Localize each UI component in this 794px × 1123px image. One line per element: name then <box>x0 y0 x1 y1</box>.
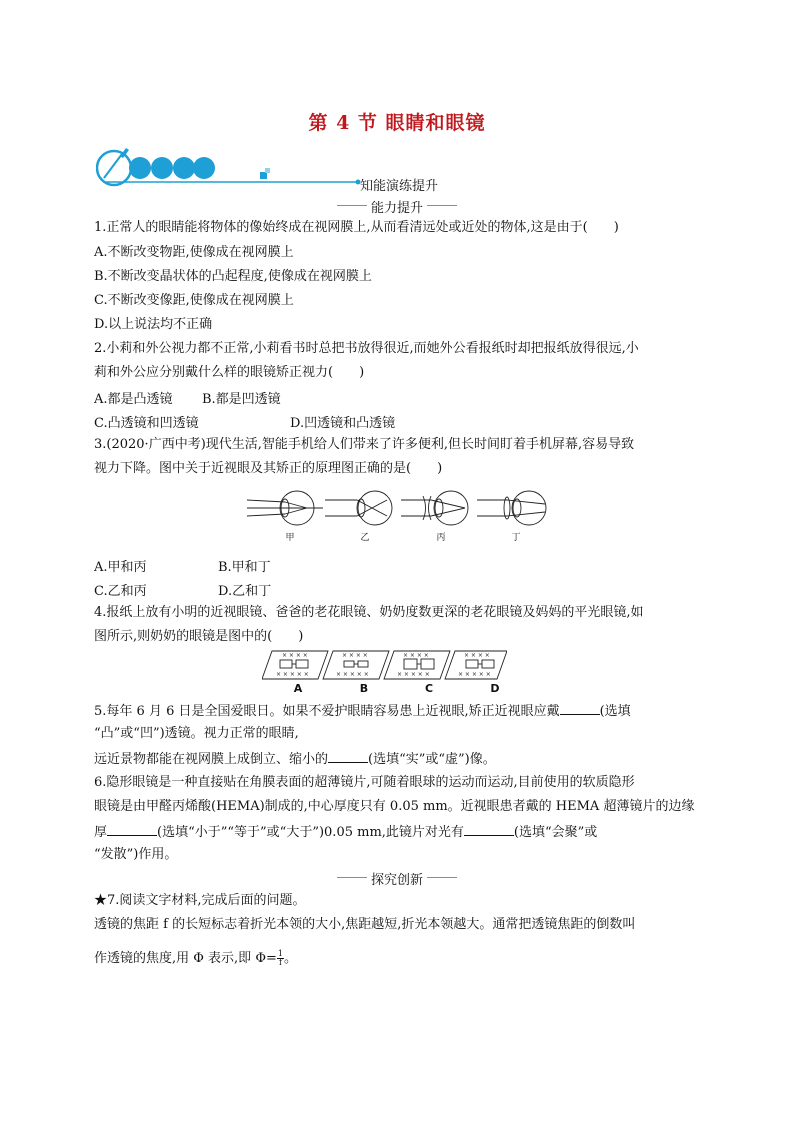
svg-text:× × × ×: × × × × <box>403 652 429 659</box>
q1-option-a: A.不断改变物距,使像成在视网膜上 <box>94 245 294 260</box>
q2-option-c: C.凸透镜和凹透镜 <box>94 416 199 431</box>
question-4-stem-line2: 图所示,则奶奶的眼镜是图中的( ) <box>94 629 304 644</box>
svg-text:× × × × ×: × × × × × <box>458 671 491 678</box>
q2-option-b: B.都是凹透镜 <box>202 392 281 407</box>
question-3-stem-line2: 视力下降。图中关于近视眼及其矫正的原理图正确的是( ) <box>94 461 443 476</box>
glasses-label-a: A <box>293 682 303 695</box>
svg-text:× × × ×: × × × × <box>342 652 368 659</box>
page-title: 第 4 节 眼睛和眼镜 <box>308 112 486 134</box>
question-3-stem-line1: 3.(2020·广西中考)现代生活,智能手机给人们带来了许多便利,但长时间盯着手机屏幕,容易导致 <box>94 437 635 452</box>
q6-blank-2[interactable] <box>464 822 514 836</box>
fraction-numerator: 1 <box>277 949 283 958</box>
q3-option-c: C.乙和丙 <box>94 584 147 599</box>
q5-text-b: (选填 <box>599 704 631 719</box>
glasses-figure <box>262 649 507 681</box>
q1-option-c: C.不断改变像距,使像成在视网膜上 <box>94 293 294 308</box>
question-2-stem-line1: 2.小莉和外公视力都不正常,小莉看书时总把书放得很近,而她外公看报纸时却把报纸放得很远,小 <box>94 341 639 356</box>
q2-option-a: A.都是凸透镜 <box>94 392 173 407</box>
question-5-line3 <box>94 749 496 769</box>
section-header-ability <box>337 197 457 216</box>
q1-option-d: D.以上说法均不正确 <box>94 317 213 332</box>
question-5-line2: “凸”或“凹”)透镜。视力正常的眼睛, <box>94 726 299 741</box>
q6-blank-1[interactable] <box>107 822 157 836</box>
svg-text:× × × × ×: × × × × × <box>397 671 430 678</box>
question-2-stem-line2: 莉和外公应分别戴什么样的眼镜矫正视力( ) <box>94 365 365 380</box>
question-1-stem: 1.正常人的眼睛能将物体的像始终成在视网膜上,从而看清远处或近处的物体,这是由于( ) <box>94 220 619 235</box>
glasses-label-b: B <box>359 682 369 695</box>
q7-text-b: 。 <box>283 951 297 966</box>
banner-label: 知能演练提升 <box>360 179 439 194</box>
question-6-line4: “发散”)作用。 <box>94 847 178 862</box>
svg-text:× × × ×: × × × × <box>282 652 308 659</box>
q1-option-b: B.不断改变晶状体的凸起程度,使像成在视网膜上 <box>94 269 372 284</box>
question-7-line1: ★7.阅读文字材料,完成后面的问题。 <box>94 893 306 908</box>
question-7-line3 <box>94 950 297 968</box>
header-rule-left <box>337 877 367 878</box>
svg-text:× × × ×: × × × × <box>464 652 490 659</box>
q5-text-a: 5.每年 6 月 6 日是全国爱眼日。如果不爱护眼睛容易患上近视眼,矫正近视眼应戴 <box>94 704 560 719</box>
q7-text-a: 作透镜的焦度,用 Φ 表示,即 Φ= <box>94 951 277 966</box>
diagram-caption-yi: 乙 <box>360 533 370 543</box>
glasses-diagrams <box>262 649 507 681</box>
q2-option-d: D.凹透镜和凸透镜 <box>290 416 396 431</box>
q6-text-a: 厚 <box>94 825 108 840</box>
q5-text-d: (选填“实”或“虚”)像。 <box>368 752 496 767</box>
question-7-line2: 透镜的焦距 f 的长短标志着折光本领的大小,焦距越短,折光本领越大。通常把透镜焦距的倒数叫 <box>94 917 636 932</box>
question-6-line2: 眼镜是由甲醛丙烯酸(HEMA)制成的,中心厚度只有 0.05 mm。近视眼患者戴的 HEMA 超薄镜片的边缘 <box>94 799 695 814</box>
glasses-label-c: C <box>424 682 434 695</box>
question-4-stem-line1: 4.报纸上放有小明的近视眼镜、爸爸的老花眼镜、奶奶度数更深的老花眼镜及妈妈的平光眼镜,如 <box>94 605 644 620</box>
q6-text-b: (选填“小于”“等于”或“大于”)0.05 mm,此镜片对光有 <box>157 825 464 840</box>
q3-option-b: B.甲和丁 <box>218 560 271 575</box>
q3-option-a: A.甲和丙 <box>94 560 147 575</box>
header-rule-right <box>427 205 457 206</box>
svg-text:× × × × ×: × × × × × <box>336 671 369 678</box>
diagram-caption-ding: 丁 <box>511 533 521 543</box>
section-title: 探究创新 <box>370 873 423 888</box>
question-6-line3 <box>94 822 597 842</box>
question-6-line1: 6.隐形眼镜是一种直接贴在角膜表面的超薄镜片,可随着眼球的运动而运动,目前使用的软质隐形 <box>94 775 635 790</box>
fraction-denominator: f <box>278 958 282 967</box>
q5-text-c: 远近景物都能在视网膜上成倒立、缩小的 <box>94 752 329 767</box>
section-header-explore <box>337 869 457 888</box>
eye-diagrams <box>245 488 555 530</box>
diagram-caption-bing: 丙 <box>436 533 446 543</box>
header-rule-left <box>337 205 367 206</box>
section-title: 能力提升 <box>370 201 423 216</box>
eye-diagram-figure <box>245 488 555 530</box>
glasses-label-d: D <box>490 682 500 695</box>
diagram-caption-jia: 甲 <box>285 533 295 543</box>
header-rule-right <box>427 877 457 878</box>
question-5-line1 <box>94 701 631 721</box>
svg-text:× × × × ×: × × × × × <box>276 671 309 678</box>
q5-blank-1[interactable] <box>560 701 600 715</box>
q5-blank-2[interactable] <box>328 749 368 763</box>
q7-fraction <box>277 950 284 967</box>
q3-option-d: D.乙和丁 <box>218 584 272 599</box>
q6-text-c: (选填“会聚”或 <box>513 825 598 840</box>
